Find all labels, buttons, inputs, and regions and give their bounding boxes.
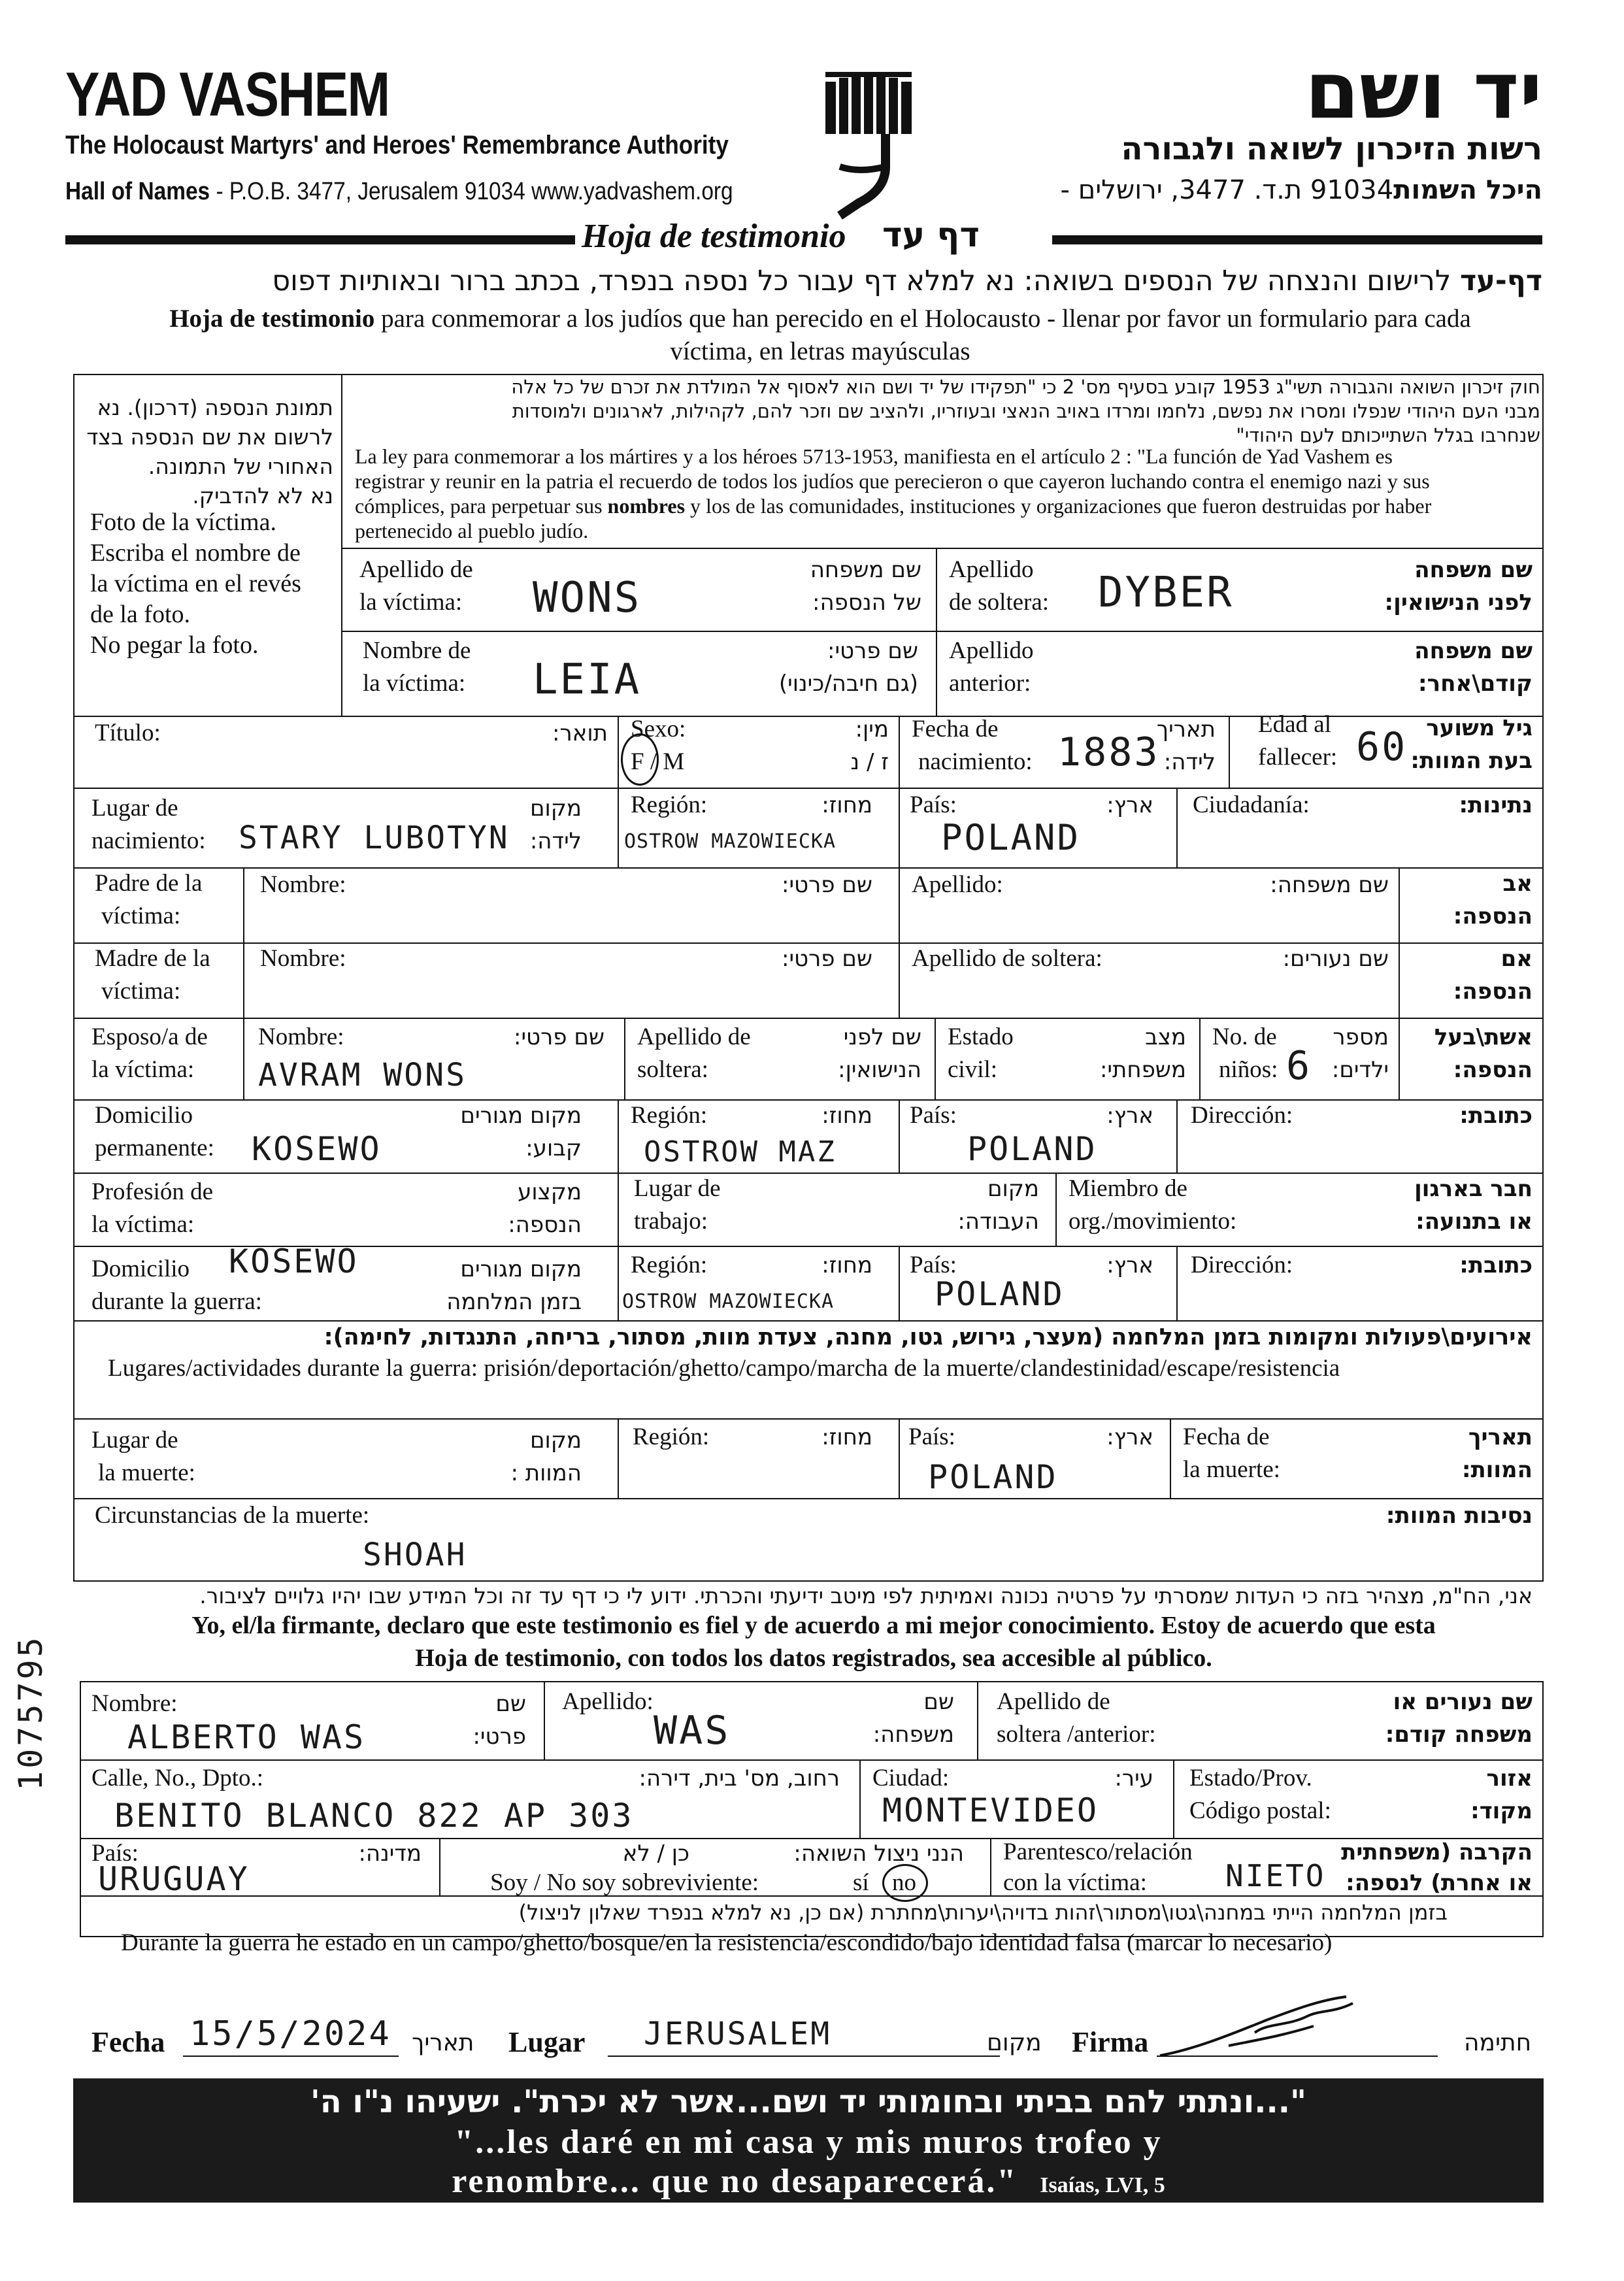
war-country-label: País: [910, 1252, 957, 1278]
org-name-he: יד ושם [1304, 46, 1542, 137]
member-label-es-1: Miembro de [1069, 1175, 1187, 1202]
sub-city-label-he: עיר: [1114, 1765, 1153, 1791]
work-label-he-1: מקום [987, 1176, 1039, 1202]
yad-vashem-menorah-logo-icon [820, 69, 918, 225]
instructions-he [272, 265, 1542, 297]
civil-status-label-es-1: Estado [948, 1024, 1014, 1050]
sex-label-he-2: ז / נ [850, 749, 889, 775]
row-divider-7 [73, 1099, 1544, 1101]
sex-selected-circle[interactable] [621, 733, 659, 786]
photo-note-es-4: de la foto. [90, 601, 191, 628]
lugar-value[interactable]: JERUSALEM [644, 2016, 832, 2052]
survivor-selected-circle[interactable] [882, 1864, 928, 1902]
member-label-he-2: או בתנועה: [1416, 1208, 1533, 1235]
age-death-label-es-2: fallecer: [1258, 744, 1338, 771]
father-surname-label: Apellido: [912, 871, 1003, 898]
member-label-he-1: חבר בארגון [1414, 1176, 1533, 1202]
col-bp-country [899, 788, 900, 867]
dom-country-label-he: ארץ: [1106, 1103, 1153, 1129]
relation-value[interactable]: NIETO [1225, 1858, 1326, 1893]
birth-date-label-es-2: nacimiento: [918, 748, 1033, 775]
previous-label-he-2: קודם\אחר: [1418, 671, 1533, 697]
photo-note-he-1: תמונת הנספה (דרכון). נא [97, 395, 333, 420]
col-dom-country [899, 1099, 900, 1173]
col-sp-civil [935, 1018, 936, 1099]
sex-label-es-2: F / M [631, 748, 685, 775]
col-death-region [618, 1418, 619, 1498]
age-death-value[interactable]: 60 [1356, 724, 1408, 770]
relation-label-he-2: או אחרת) לנספה: [1346, 1870, 1533, 1896]
wartime-label-he-1: מקום מגורים [460, 1256, 582, 1282]
surname-label-he-2: של הנספה: [812, 590, 921, 616]
domicile-label-es-2: permanente: [95, 1135, 214, 1161]
citizenship-label-he: נתינות: [1459, 792, 1533, 818]
sub-name-value[interactable]: ALBERTO WAS [127, 1718, 366, 1756]
survivor-label-he-2: הנני ניצול השואה: [793, 1840, 964, 1867]
spouse-name-value[interactable]: AVRAM WONS [258, 1057, 467, 1093]
death-region-label-he: מחוז: [821, 1424, 872, 1450]
dom-region-value[interactable]: OSTROW MAZ [644, 1135, 837, 1169]
org-subtitle-he: רשות הזיכרון לשואה ולגבורה [1121, 131, 1542, 167]
work-label-he-2: העבודה: [957, 1208, 1039, 1235]
father-name-label: Nombre: [260, 871, 346, 898]
birthplace-label-es-1: Lugar de [91, 795, 178, 822]
photo-note-he-2: לרשום את שם הנספה בצד [86, 424, 333, 450]
dom-country-value[interactable]: POLAND [967, 1130, 1097, 1168]
sub-city-label: Ciudad: [872, 1765, 950, 1791]
father-label-es-1: Padre de la [95, 870, 203, 897]
title-label-he: תואר: [552, 720, 608, 746]
death-place-label-es-2: la muerte: [98, 1459, 195, 1486]
birth-date-label-he-1: תאריך [1156, 716, 1216, 742]
lugar-label-he: מקום [987, 2029, 1042, 2056]
sub-row-3 [80, 1895, 1544, 1897]
age-death-label-he-2: בעת המוות: [1410, 748, 1533, 774]
surname-label-es-2: la víctima: [359, 589, 463, 616]
birthplace-label-he-1: מקום [529, 795, 582, 822]
dom-country-label: País: [910, 1102, 957, 1129]
col-death-country [899, 1418, 900, 1498]
work-label-es-2: trabajo: [634, 1208, 708, 1235]
photo-divider [341, 374, 342, 716]
hall-of-names-he [1061, 175, 1542, 205]
header-rule-right [1052, 235, 1542, 244]
col-war-address [1176, 1246, 1178, 1320]
sub-surname-label: Apellido: [562, 1688, 654, 1715]
bp-region-label: Región: [631, 791, 708, 818]
photo-note-es-3: la víctima en el revés [90, 570, 301, 597]
spouse-maiden-label-he-1: שם לפני [843, 1024, 921, 1050]
sub-name-label-he-2: פרטי: [472, 1723, 526, 1750]
birth-date-value[interactable]: 1883 [1057, 729, 1160, 775]
bp-country-label-he: ארץ: [1106, 792, 1153, 818]
col-war-region [618, 1246, 619, 1320]
header-rule-left [65, 235, 575, 244]
sub-state-label-es-2: Código postal: [1189, 1797, 1331, 1824]
war-address-label: Dirección: [1191, 1252, 1293, 1278]
spouse-maiden-label-es-2: soltera: [637, 1056, 708, 1083]
firma-label-he: חתימה [1464, 2029, 1532, 2056]
law-es-3c: y los de las comunidades, instituciones y organizaciones que fueron destruidas por haber [685, 494, 1432, 518]
sub-col-1b [977, 1681, 978, 1759]
children-label-he-1: מספר [1333, 1024, 1389, 1050]
dom-region-label: Región: [631, 1102, 708, 1129]
col-dom-region [618, 1099, 619, 1173]
spouse-maiden-label-es-1: Apellido de [637, 1024, 751, 1050]
row-divider-4 [73, 867, 1544, 869]
dom-address-label: Dirección: [1191, 1102, 1293, 1129]
domicile-label-es-1: Domicilio [95, 1102, 193, 1129]
spouse-maiden-label-he-2: הנישואין: [838, 1057, 921, 1083]
law-es-3a: cómplices, para perpetuar sus [355, 494, 608, 518]
law-divider [341, 548, 1544, 549]
mother-name-label-he: שם פרטי: [782, 946, 872, 972]
wartime-label-es-2: durante la guerra: [91, 1288, 262, 1315]
birthplace-label-es-2: nacimiento: [91, 827, 206, 854]
col-sex-date [899, 716, 900, 788]
sub-col-2b [1173, 1759, 1174, 1838]
domicile-label-he-1: מקום מגורים [460, 1103, 582, 1129]
sub-state-label-he-2: מקוד: [1470, 1798, 1533, 1824]
relation-label-es-1: Parentesco/relación [1003, 1839, 1193, 1865]
surname-label-es-1: Apellido de [359, 556, 473, 583]
sub-surname-value[interactable]: WAS [654, 1708, 731, 1754]
relation-label-he-1: הקרבה (משפחתית [1341, 1839, 1533, 1865]
sex-label-es-1: Sexo: [631, 716, 686, 742]
sub-country-label-he: מדינה: [358, 1840, 422, 1867]
civil-status-label-he-2: משפחתי: [1099, 1057, 1186, 1083]
wartime-label-es-1: Domicilio [91, 1256, 190, 1282]
sub-name-label-he-1: שם [495, 1691, 526, 1717]
spouse-label-he-1: אשת\בעל [1434, 1024, 1533, 1050]
sub-street-label: Calle, No., Dpto.: [91, 1765, 264, 1791]
war-country-label-he: ארץ: [1106, 1252, 1153, 1278]
father-label-es-2: víctima: [101, 903, 181, 929]
row-divider-1 [341, 631, 1544, 632]
birthplace-label-he-2: לידה: [529, 828, 582, 854]
quote-he: "...ונתתי להם בביתי ובחומותי יד ושם...אשר לא יכרת". ישעיהו נ"ו ה' [310, 2084, 1306, 2120]
domicile-value[interactable]: KOSEWO [252, 1130, 382, 1168]
mother-label-he-2: הנספה: [1453, 978, 1533, 1005]
quote-es-2: renombre... que no desaparecerá." [452, 2163, 1018, 2200]
law-es-2: registrar y reunir en la patria el recuerdo de todos los judíos que perecieron o que cayeron luchando contra el enemigo nazi y sus [355, 469, 1430, 493]
work-label-es-1: Lugar de [634, 1175, 721, 1202]
birth-date-label-es-1: Fecha de [912, 716, 999, 742]
civil-status-label-he-1: מצב [1145, 1024, 1186, 1050]
sub-maiden-label-he-2: משפחה קודם: [1385, 1722, 1533, 1748]
sub-street-value[interactable]: BENITO BLANCO 822 AP 303 [114, 1797, 634, 1835]
row-divider-8 [73, 1173, 1544, 1174]
profession-label-es-2: la víctima: [91, 1211, 195, 1238]
sub-city-value[interactable]: MONTEVIDEO [882, 1791, 1099, 1829]
domicile-label-he-2: קבוע: [525, 1135, 582, 1161]
sub-country-value[interactable]: URUGUAY [98, 1860, 250, 1898]
profession-label-he-2: הנספה: [508, 1212, 582, 1238]
sub-wartime-he: בזמן המלחמה הייתי במחנה\גטו\מסתור\זהות בדויה\יערות\מחתרת (אם כן, נא למלא בנפרד שאלון לניצול) [518, 1900, 1448, 1925]
sub-wartime-es: Durante la guerra he estado en un campo/ghetto/bosque/en la resistencia/escondido/bajo identidad falsa (marcar lo necesario) [121, 1929, 1333, 1956]
bp-region-value[interactable]: OSTROW MAZOWIECKA [624, 830, 837, 853]
spouse-name-label-he: שם פרטי: [514, 1024, 605, 1050]
sub-col-1a [544, 1681, 545, 1759]
photo-note-he-4: נא לא להדביק. [192, 483, 333, 508]
first-name-label-he-1: שם פרטי: [827, 638, 918, 664]
maiden-label-he-1: שם משפחה [1414, 557, 1533, 583]
col-title-sex [618, 716, 619, 788]
instructions-es-title: Hoja de testimonio [169, 305, 375, 333]
birth-date-label-he-2: לידה: [1163, 749, 1216, 775]
sex-label-he-1: מין: [855, 716, 889, 742]
declaration-es-2: Hoja de testimonio, con todos los datos registrados, sea accesible al público. [415, 1644, 1212, 1672]
father-surname-label-he: שם משפחה: [1270, 872, 1389, 898]
law-es-4: pertenecido al pueblo judío. [355, 519, 589, 542]
instructions-es-line2: víctima, en letras mayúsculas [670, 337, 970, 365]
law-es-1: La ley para conmemorar a los mártires y a los héroes 5713-1953, manifiesta en el artículo 2 : "La función de Yad Vashem es [355, 444, 1393, 468]
col-date-age [1229, 716, 1230, 788]
profession-label-he-1: מקצוע [518, 1179, 582, 1205]
death-place-label-he-1: מקום [529, 1427, 582, 1454]
war-country-value[interactable]: POLAND [935, 1275, 1065, 1313]
survivor-label-he-1: כן / לא [622, 1840, 689, 1867]
children-label-es-2: niños: [1219, 1056, 1278, 1083]
activities-es: Lugares/actividades durante la guerra: prisión/deportación/ghetto/campo/marcha de la muerte/clandestinidad/escape/resistencia [108, 1355, 1340, 1382]
instructions-es-line1: para conmemorar a los judíos que han perecido en el Holocausto - llenar por favor un formulario para cada [374, 305, 1471, 333]
dom-address-label-he: כתובת: [1459, 1103, 1533, 1129]
hall-of-names-address-he: 91034 ת.ד. 3477, ירושלים - [1060, 175, 1394, 205]
death-date-label-es-1: Fecha de [1183, 1424, 1270, 1450]
father-label-he-1: אב [1502, 871, 1533, 897]
lugar-label: Lugar [508, 2026, 586, 2058]
first-name-label-he-2: (גם חיבה/כינוי) [778, 671, 918, 697]
maiden-label-he-2: לפני הנישואין: [1384, 590, 1533, 616]
maiden-label-es-2: de soltera: [949, 589, 1050, 616]
father-label-he-2: הנספה: [1453, 903, 1533, 929]
spouse-label-es-2: la víctima: [91, 1056, 195, 1083]
bp-region-label-he: מחוז: [821, 792, 872, 818]
mother-label-he-1: אם [1500, 946, 1533, 972]
spouse-label-he-2: הנספה: [1453, 1057, 1533, 1083]
children-label-es-1: No. de [1212, 1024, 1277, 1050]
sub-state-label-he-1: אזור [1486, 1765, 1533, 1791]
children-label-he-2: ילדים: [1331, 1057, 1389, 1083]
previous-label-he-1: שם משפחה [1414, 638, 1533, 664]
sub-state-label-es-1: Estado/Prov. [1189, 1765, 1312, 1791]
age-death-label-he-1: גיל משוער [1426, 715, 1533, 741]
declaration-es-1: Yo, el/la firmante, declaro que este testimonio es fiel y de acuerdo a mi mejor conocimiento. Estoy de acuerdo que esta [191, 1612, 1436, 1639]
mother-name-label: Nombre: [260, 945, 346, 972]
death-region-label: Región: [633, 1424, 710, 1450]
fecha-value[interactable]: 15/5/2024 [190, 2014, 391, 2054]
declaration-he: אני, הח"מ, מצהיר בזה כי העדות שמסרתי על פרטיה נכונה ואמיתית לפי מיטב ידיעתי והכרתי. ידוע לי כי דף עד זה וכל המידע שבו יהיו גלויים לציבור. [199, 1583, 1533, 1608]
dom-region-label-he: מחוז: [821, 1103, 872, 1129]
hall-of-names-title: Hall of Names [65, 178, 210, 205]
maiden-label-es-1: Apellido [949, 556, 1034, 583]
col-sp-maiden [624, 1018, 625, 1099]
age-death-label-es-1: Edad al [1258, 711, 1331, 738]
relation-label-es-2: con la víctima: [1003, 1869, 1147, 1896]
fecha-label-he: תאריך [412, 2029, 474, 2056]
col-sp-he [1399, 1018, 1400, 1099]
spouse-name-label: Nombre: [258, 1024, 344, 1050]
mother-label-es-2: víctima: [101, 978, 181, 1005]
quote-es-1: "...les daré en mi casa y mis muros trofeo y [454, 2123, 1163, 2161]
col-prof-work [618, 1173, 619, 1246]
firma-label: Firma [1072, 2026, 1149, 2058]
hall-of-names-title-he: היכל השמות [1393, 175, 1542, 205]
sub-col-2a [859, 1759, 861, 1838]
hall-of-names-en [65, 178, 733, 206]
org-subtitle-en: The Holocaust Martyrs' and Heroes' Remembrance Authority [65, 131, 729, 159]
law-he-2: מבני העם היהודי שנפלו ומסרו את נפשם, נלחמו ומרדו באויב הנאצי ובעוזריו, ולהציב שם וזכר להם, לקהילות, לארגונים ולמוסדות [512, 400, 1540, 422]
war-region-label-he: מחוז: [821, 1252, 872, 1278]
circumstances-label-es: Circunstancias de la muerte: [95, 1502, 370, 1529]
activities-he: אירועים\פעולות ומקומות בזמן המלחמה (מעצר, גירוש, גטו, מחנה, צעדת מוות, מסתור, בריחה, התנגדות, לחימה): [323, 1324, 1533, 1350]
sub-surname-label-he-2: משפחה: [872, 1722, 954, 1748]
circumstances-label-he: נסיבות המוות: [1385, 1503, 1533, 1529]
sub-country-label: País: [91, 1840, 139, 1867]
org-name-en: YAD VASHEM [65, 59, 389, 129]
sub-col-3a [439, 1838, 440, 1895]
side-number: 1075795 [12, 1635, 50, 1791]
form-title-es: Hoja de testimonio [582, 218, 846, 255]
photo-note-es-2: Escriba el nombre de [90, 539, 301, 567]
sub-street-label-he: רחוב, מס' בית, דירה: [638, 1765, 840, 1791]
sub-maiden-label-es-1: Apellido de [997, 1688, 1110, 1715]
title-label-es: Título: [95, 720, 161, 746]
death-place-label-he-2: המוות : [510, 1460, 582, 1486]
wartime-value[interactable]: KOSEWO [229, 1242, 359, 1280]
col-death-date [1170, 1418, 1171, 1498]
first-name-value[interactable]: LEIA [533, 656, 642, 704]
death-date-label-es-2: la muerte: [1183, 1456, 1280, 1483]
children-value[interactable]: 6 [1286, 1043, 1312, 1089]
law-es-3 [355, 493, 1431, 519]
sub-name-label: Nombre: [91, 1690, 178, 1717]
declaration-es [91, 1609, 1536, 1674]
citizenship-label: Ciudadanía: [1193, 791, 1310, 818]
first-name-label-es-1: Nombre de [363, 637, 471, 664]
sub-surname-label-he-1: שם [923, 1689, 954, 1715]
death-country-label-he: ארץ: [1106, 1424, 1153, 1450]
previous-label-es-2: anterior: [949, 670, 1031, 697]
surname-label-he-1: שם משפחה [810, 557, 921, 583]
death-country-label: País: [908, 1424, 955, 1450]
row-divider-3 [73, 788, 1544, 789]
col-bp-citizenship [1176, 788, 1178, 867]
war-region-label: Región: [631, 1252, 708, 1278]
first-name-label-es-2: la víctima: [363, 670, 466, 697]
birthplace-value[interactable]: STARY LUBOTYN [239, 820, 510, 856]
previous-label-es-1: Apellido [949, 637, 1034, 664]
sub-maiden-label-he-1: שם נעורים או [1393, 1689, 1533, 1715]
hall-of-names-address: - P.O.B. 3477, Jerusalem 91034 www.yadvashem.org [210, 178, 733, 205]
civil-status-label-es-2: civil: [948, 1056, 998, 1083]
father-name-label-he: שם פרטי: [782, 872, 872, 898]
col-prof-member [1055, 1173, 1057, 1246]
survivor-no[interactable]: no [892, 1869, 916, 1896]
footer-quote-banner [73, 2078, 1544, 2203]
col-sp-name [243, 1018, 244, 1099]
death-country-value[interactable]: POLAND [928, 1458, 1058, 1496]
fecha-label: Fecha [91, 2026, 165, 2058]
mother-label-es-1: Madre de la [95, 945, 210, 972]
col-dom-address [1176, 1099, 1178, 1173]
mother-maiden-label-he: שם נעורים: [1282, 946, 1389, 972]
col-war-country [899, 1246, 900, 1320]
spouse-label-es-1: Esposo/a de [91, 1024, 208, 1050]
lugar-underline [608, 2056, 1000, 2057]
row-divider-6 [73, 1018, 1544, 1019]
sub-row-1 [80, 1759, 1544, 1761]
mother-maiden-label: Apellido de soltera: [912, 945, 1102, 972]
death-place-label-es-1: Lugar de [91, 1427, 178, 1454]
law-he-1: חוק זיכרון השואה והגבורה תשי"ג 1953 קובע בסעיף מס' 2 כי "תפקידו של יד ושם הוא לאסוף אל המולדת את זכרם של כל אלה [511, 376, 1540, 398]
circumstances-value[interactable]: SHOAH [363, 1537, 467, 1573]
form-title-he: דף עד [882, 216, 980, 255]
war-address-label-he: כתובת: [1459, 1252, 1533, 1278]
instructions-he-text: לרישום והנצחה של הנספים בשואה: נא למלא דף עבור כל נספה בנפרד, בכתב ברור ובאותיות דפוס [272, 265, 1460, 297]
quote-es-2-line [73, 2162, 1544, 2201]
survivor-si[interactable]: sí [853, 1869, 869, 1896]
row-divider-12 [73, 1498, 1544, 1499]
photo-note-es-1: Foto de la víctima. [90, 508, 276, 536]
bp-country-value[interactable]: POLAND [941, 817, 1081, 858]
survivor-label-es: Soy / No soy sobreviviente: [490, 1869, 759, 1896]
maiden-value[interactable]: DYBER [1098, 569, 1234, 617]
col-sp-children [1199, 1018, 1201, 1099]
sub-col-3b [990, 1838, 991, 1895]
war-region-value[interactable]: OSTROW MAZOWIECKA [622, 1290, 835, 1313]
photo-note-es-5: No pegar la foto. [90, 631, 259, 659]
wartime-label-he-2: בזמן המלחמה [446, 1289, 582, 1315]
member-label-es-2: org./movimiento: [1069, 1208, 1237, 1235]
instructions-es [108, 303, 1533, 368]
death-date-label-he-1: תאריך [1468, 1424, 1533, 1450]
death-date-label-he-2: המוות: [1461, 1457, 1533, 1483]
quote-reference: Isaías, LVI, 5 [1040, 2173, 1165, 2197]
signature-scribble-icon[interactable] [1157, 1993, 1366, 2065]
bp-country-label: País: [910, 791, 957, 818]
law-he-3: שנחרבו בגלל השתייכותם לעם היהודי" [1236, 424, 1540, 446]
sub-maiden-label-es-2: soltera /anterior: [997, 1721, 1156, 1748]
photo-note-he-3: האחורי של התמונה. [148, 454, 333, 479]
profession-label-es-1: Profesión de [91, 1178, 213, 1205]
fecha-underline [183, 2056, 399, 2057]
instructions-he-title: דף-עד [1459, 265, 1542, 297]
col-bp-region [618, 788, 619, 867]
row-divider-11 [73, 1418, 1544, 1420]
surname-value[interactable]: WONS [533, 574, 642, 622]
law-es-3b: nombres [607, 494, 686, 518]
